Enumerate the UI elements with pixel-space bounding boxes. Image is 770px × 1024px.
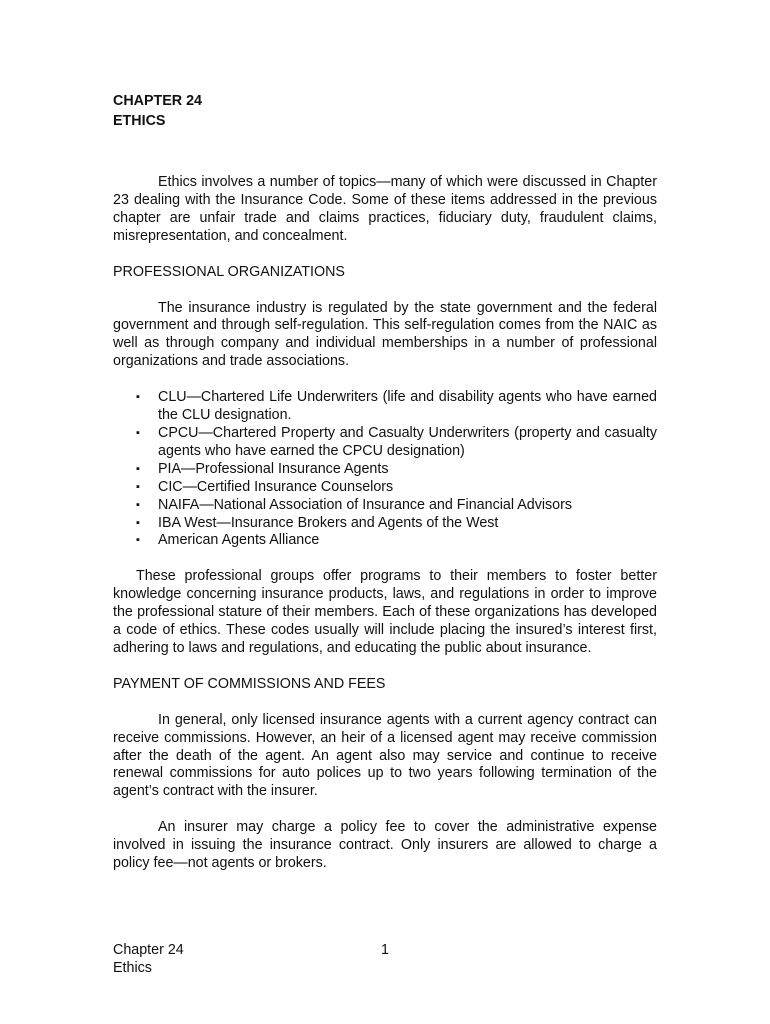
page-number: 1 bbox=[381, 942, 389, 958]
footer-title: Ethics bbox=[113, 960, 152, 976]
bullet-icon: ▪ bbox=[136, 462, 140, 475]
chapter-title: ETHICS bbox=[113, 113, 166, 129]
chapter-heading: CHAPTER 24 bbox=[113, 93, 202, 109]
list-item: ▪ American Agents Alliance bbox=[136, 532, 320, 549]
bullet-icon: ▪ bbox=[136, 498, 140, 511]
professional-organizations-paragraph: The insurance industry is regulated by the state government and the federal government and through self-regulation. This self-regulation comes from the NAIC as well as through company and individual memberships in a number of professional organizations and trade associations. bbox=[113, 299, 657, 370]
commissions-paragraph: In general, only licensed insurance agents with a current agency contract can receive commissions. However, an heir of a licensed agent may receive commission after the death of the agent. An agent also may service and continue to receive renewal commissions for auto polices up to two years following termination of the agent’s contract with the insurer. bbox=[113, 711, 657, 800]
section-title-professional-organizations: PROFESSIONAL ORGANIZATIONS bbox=[113, 263, 345, 280]
bullet-icon: ▪ bbox=[136, 534, 140, 547]
list-item: ▪ IBA West—Insurance Brokers and Agents of the West bbox=[136, 514, 499, 531]
footer-chapter-label bbox=[113, 941, 184, 977]
bullet-icon: ▪ bbox=[136, 516, 140, 529]
section-title-payment-of-commissions: PAYMENT OF COMMISSIONS AND FEES bbox=[113, 675, 386, 692]
organizations-list bbox=[113, 389, 657, 550]
document-body bbox=[113, 92, 657, 873]
intro-paragraph: Ethics involves a number of topics—many of which were discussed in Chapter 23 dealing with the Insurance Code. Some of these items addressed in the previous chapter are unfair trade and claims practices, fiduciary duty, fraudulent claims, misrepresentation, and concealment. bbox=[113, 174, 657, 244]
list-item: ▪ CLU—Chartered Life Underwriters (life and disability agents who have earned the CLU designation. bbox=[136, 389, 657, 424]
policy-fee-paragraph: An insurer may charge a policy fee to cover the administrative expense involved in issuing the insurance contract. Only insurers are allowed to charge a policy fee—not agents or brokers. bbox=[113, 819, 657, 872]
footer-chapter: Chapter 24 bbox=[113, 942, 184, 958]
professional-groups-paragraph: These professional groups offer programs to their members to foster better knowledge concerning insurance products, laws, and regulations in order to improve the professional stature of their members. Each of these organizations has developed a code of ethics. These codes usually will include placing the insured’s interest first, adhering to laws and regulations, and educating the public about insurance. bbox=[113, 568, 657, 656]
bullet-icon: ▪ bbox=[136, 426, 140, 439]
bullet-icon: ▪ bbox=[136, 480, 140, 493]
list-item: ▪ PIA—Professional Insurance Agents bbox=[136, 460, 389, 477]
list-item: ▪ CPCU—Chartered Property and Casualty Underwriters (property and casualty agents who have earned the CPCU designation) bbox=[136, 424, 657, 459]
bullet-icon: ▪ bbox=[136, 391, 140, 404]
list-item: ▪ NAIFA—National Association of Insurance and Financial Advisors bbox=[136, 496, 573, 513]
list-item: ▪ CIC—Certified Insurance Counselors bbox=[136, 478, 394, 495]
